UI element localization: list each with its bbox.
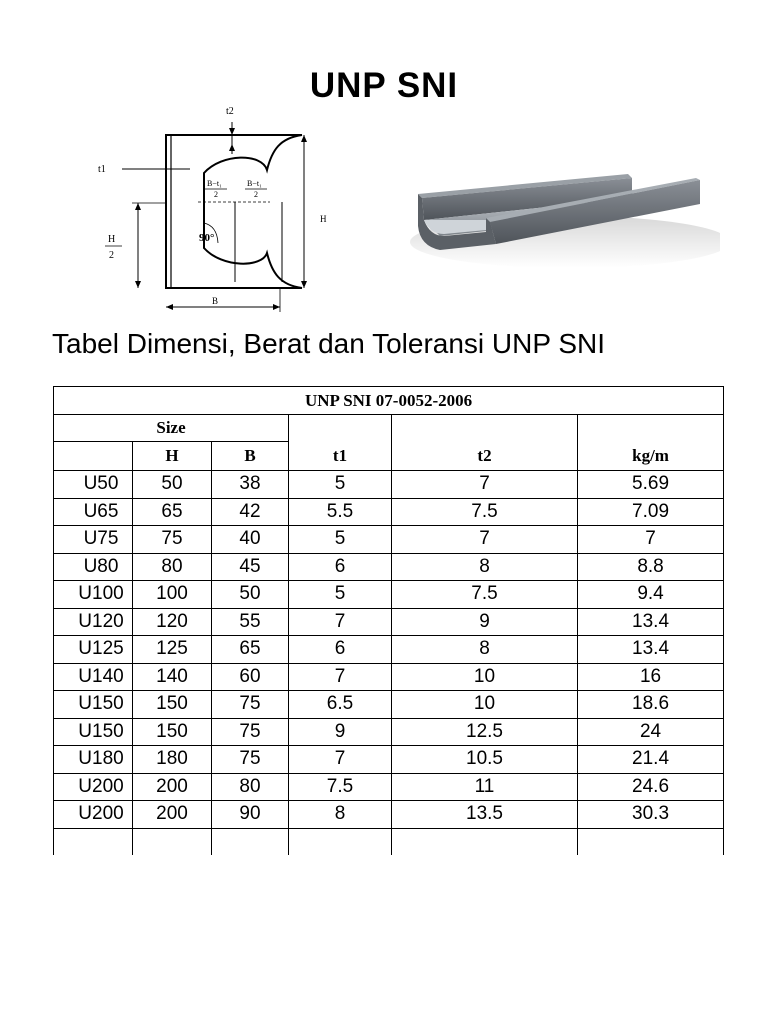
cell-t1: 7 — [289, 663, 392, 691]
page-title: UNP SNI — [309, 66, 459, 105]
cell-t2: 8 — [392, 553, 578, 581]
table-row — [54, 498, 724, 526]
header-t2: t2 — [392, 415, 578, 471]
cell-t2: 11 — [392, 773, 578, 801]
cell-kgm: 7 — [578, 526, 724, 554]
cell-t1: 7 — [289, 608, 392, 636]
cell-b: 55 — [212, 608, 289, 636]
cell-h: 100 — [133, 581, 212, 609]
label-t1: t1 — [98, 164, 106, 175]
cell-t2: 7 — [392, 526, 578, 554]
table-row — [54, 608, 724, 636]
label-b: B — [212, 296, 219, 306]
table-row — [54, 636, 724, 664]
header-row-1 — [54, 415, 724, 442]
cell-kgm: 30.3 — [578, 801, 724, 829]
table-row — [54, 718, 724, 746]
cell-t2: 7.5 — [392, 581, 578, 609]
cell-kgm: 24.6 — [578, 773, 724, 801]
cell-size: U125 — [54, 636, 133, 664]
cell-t2: 7 — [392, 471, 578, 499]
cell-b: 65 — [212, 636, 289, 664]
cell-h: 200 — [133, 801, 212, 829]
cell-kgm: 9.4 — [578, 581, 724, 609]
table-body — [54, 471, 724, 856]
table-caption: UNP SNI 07-0052-2006 — [54, 387, 724, 415]
label-t2: t2 — [226, 106, 234, 117]
cell-h: 150 — [133, 718, 212, 746]
cell-h: 200 — [133, 773, 212, 801]
cell-t2: 8 — [392, 636, 578, 664]
cell-b: 75 — [212, 691, 289, 719]
label-angle: 90° — [199, 232, 215, 244]
cell-t2: 13.5 — [392, 801, 578, 829]
cell-t1: 5.5 — [289, 498, 392, 526]
cell-kgm: 21.4 — [578, 746, 724, 774]
cell-size: U80 — [54, 553, 133, 581]
cell-h: 80 — [133, 553, 212, 581]
cell-t1: 5 — [289, 526, 392, 554]
label-two-b: 2 — [254, 190, 258, 199]
cell-kgm: 13.4 — [578, 608, 724, 636]
header-kgm: kg/m — [578, 415, 724, 471]
cell-size: U50 — [54, 471, 133, 499]
cross-section-svg — [92, 98, 342, 320]
cell-h: 150 — [133, 691, 212, 719]
header-size: Size — [54, 415, 289, 442]
cell-t1: 5 — [289, 471, 392, 499]
table-subtitle: Tabel Dimensi, Berat dan Toleransi UNP SNI — [52, 328, 605, 359]
cell-h: 75 — [133, 526, 212, 554]
cell-t2: 10 — [392, 691, 578, 719]
table-row — [54, 581, 724, 609]
cell-t1: 8 — [289, 801, 392, 829]
header-blank — [54, 442, 133, 471]
cell-h: 125 — [133, 636, 212, 664]
label-b-minus-t1-b: B−t₁ — [247, 179, 262, 188]
cell-b: 60 — [212, 663, 289, 691]
cell-h: 50 — [133, 471, 212, 499]
label-two-a: 2 — [214, 190, 218, 199]
cell-kgm: 5.69 — [578, 471, 724, 499]
table-row — [54, 691, 724, 719]
cell-b: 40 — [212, 526, 289, 554]
cell-kgm: 8.8 — [578, 553, 724, 581]
cell-t1: 9 — [289, 718, 392, 746]
table-row — [54, 773, 724, 801]
cell-b: 75 — [212, 718, 289, 746]
cell-size: U120 — [54, 608, 133, 636]
cell-h: 140 — [133, 663, 212, 691]
cell-b: 75 — [212, 746, 289, 774]
cell-b: 90 — [212, 801, 289, 829]
cell-size: U200 — [54, 801, 133, 829]
cell-size: U100 — [54, 581, 133, 609]
cell-h: 120 — [133, 608, 212, 636]
cell-kgm: 24 — [578, 718, 724, 746]
cell-size: U150 — [54, 718, 133, 746]
unp-spec-table — [53, 386, 724, 855]
label-h-half-num: H — [108, 234, 116, 245]
cell-t2: 7.5 — [392, 498, 578, 526]
cell-h: 65 — [133, 498, 212, 526]
cell-b: 50 — [212, 581, 289, 609]
label-b-minus-t1-a: B−t₁ — [207, 179, 222, 188]
table-row — [54, 553, 724, 581]
cell-t2: 12.5 — [392, 718, 578, 746]
cell-kgm: 18.6 — [578, 691, 724, 719]
cell-t2: 10 — [392, 663, 578, 691]
header-b: B — [212, 442, 289, 471]
cell-t1: 5 — [289, 581, 392, 609]
cell-size: U150 — [54, 691, 133, 719]
cell-kgm: 16 — [578, 663, 724, 691]
table-row — [54, 526, 724, 554]
cell-t1: 6.5 — [289, 691, 392, 719]
table-row — [54, 663, 724, 691]
cell-h: 180 — [133, 746, 212, 774]
label-h: H — [320, 214, 327, 224]
cell-size: U200 — [54, 773, 133, 801]
cell-t1: 7 — [289, 746, 392, 774]
cell-kgm: 13.4 — [578, 636, 724, 664]
cell-b: 45 — [212, 553, 289, 581]
header-h: H — [133, 442, 212, 471]
cell-t2: 10.5 — [392, 746, 578, 774]
cell-t2: 9 — [392, 608, 578, 636]
cell-t1: 6 — [289, 636, 392, 664]
cell-size: U65 — [54, 498, 133, 526]
table-row — [54, 746, 724, 774]
table-row — [54, 801, 724, 829]
table-row — [54, 471, 724, 499]
header-t1: t1 — [289, 415, 392, 471]
unp-channel-3d-image — [400, 158, 720, 274]
cell-b: 80 — [212, 773, 289, 801]
table-caption-row — [54, 387, 724, 415]
cell-b: 42 — [212, 498, 289, 526]
cell-b: 38 — [212, 471, 289, 499]
cell-t1: 7.5 — [289, 773, 392, 801]
cell-t1: 6 — [289, 553, 392, 581]
table-cutoff-row — [54, 828, 724, 855]
channel-3d-svg — [400, 158, 720, 274]
label-h-half-den: 2 — [109, 250, 114, 261]
unp-cross-section-diagram — [92, 98, 342, 320]
cell-size: U75 — [54, 526, 133, 554]
cell-size: U140 — [54, 663, 133, 691]
cell-size: U180 — [54, 746, 133, 774]
cell-kgm: 7.09 — [578, 498, 724, 526]
